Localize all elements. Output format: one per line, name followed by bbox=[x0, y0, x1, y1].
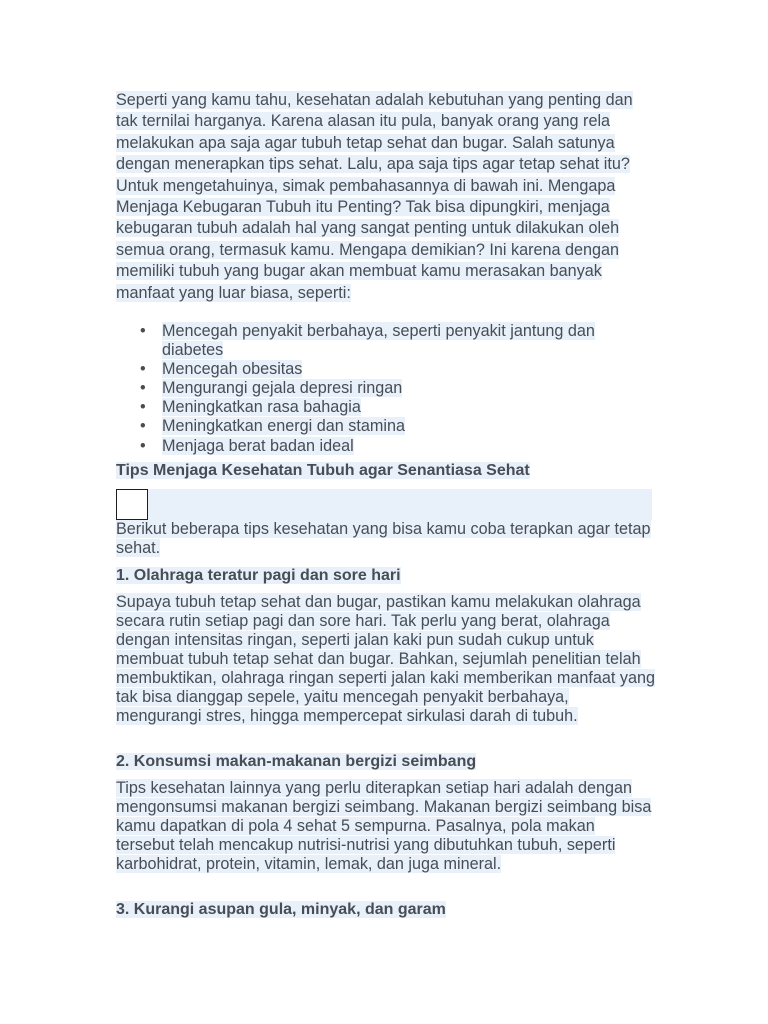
list-item bbox=[116, 379, 656, 398]
list-item bbox=[116, 322, 656, 360]
intro-paragraph bbox=[116, 90, 656, 304]
tip-2-body-text: Tips kesehatan lainnya yang perlu diterapkan setiap hari adalah dengan mengonsumsi makanan bergizi seimbang. Makanan bergizi seimbang bisa kamu dapatkan di pola 4 sehat 5 sempurna. Pasalnya, pola makan tersebut telah mencakup nutrisi-nutrisi yang dibutuhkan tubuh, seperti karbohidrat, protein, vitamin, lemak, dan juga mineral. bbox=[116, 779, 652, 873]
bullet-icon: • bbox=[140, 417, 146, 436]
bullet-icon: • bbox=[140, 436, 146, 455]
tip-1-heading bbox=[116, 566, 401, 586]
list-item bbox=[116, 398, 656, 417]
image-placeholder-row bbox=[116, 489, 652, 520]
intro-text: Seperti yang kamu tahu, kesehatan adalah kebutuhan yang penting dan tak ternilai harganya. Karena alasan itu pula, banyak orang yang rela melakukan apa saja agar tubuh tetap sehat dan bugar. Salah satunya dengan menerapkan tips sehat. Lalu, apa saja tips agar tetap sehat itu? Untuk mengetahuinya, simak pembahasannya di bawah ini. Mengapa Menjaga Kebugaran Tubuh itu Penting? Tak bisa dipungkiri, menjaga kebugaran tubuh adalah hal yang sangat penting untuk dilakukan oleh semua orang, termasuk kamu. Mengapa demikian? Ini karena dengan memiliki tubuh yang bugar akan membuat kamu merasakan banyak manfaat yang luar biasa, seperti: bbox=[116, 91, 633, 302]
section-intro-text: Berikut beberapa tips kesehatan yang bisa kamu coba terapkan agar tetap sehat. bbox=[116, 520, 651, 557]
bullet-icon: • bbox=[140, 322, 146, 340]
image-placeholder bbox=[116, 489, 148, 520]
list-item bbox=[116, 417, 656, 436]
list-item bbox=[116, 360, 656, 379]
bullet-icon: • bbox=[140, 379, 146, 398]
list-item-text: Meningkatkan energi dan stamina bbox=[162, 417, 405, 436]
tip-1-body-text: Supaya tubuh tetap sehat dan bugar, pastikan kamu melakukan olahraga secara rutin setiap pagi dan sore hari. Tak perlu yang berat, olahraga dengan intensitas ringan, seperti jalan kaki pun sudah cukup untuk membuat tubuh tetap sehat dan bugar. Bahkan, sejumlah penelitian telah membuktikan, olahraga ringan seperti jalan kaki memberikan manfaat yang tak bisa dianggap sepele, yaitu mencegah penyakit berbahaya, mengurangi stres, hingga mempercepat sirkulasi darah di tubuh. bbox=[116, 593, 655, 725]
tip-3-heading-text: 3. Kurangi asupan gula, minyak, dan garam bbox=[116, 901, 446, 918]
tip-2-heading-text: 2. Konsumsi makan-makanan bergizi seimbang bbox=[116, 753, 477, 770]
list-item-text: Mengurangi gejala depresi ringan bbox=[162, 379, 403, 398]
list-item-text: Mencegah obesitas bbox=[162, 360, 303, 379]
benefits-list bbox=[116, 322, 656, 456]
section-title bbox=[116, 461, 530, 481]
section-intro-paragraph bbox=[116, 520, 656, 558]
tip-1-paragraph bbox=[116, 593, 656, 726]
bullet-icon: • bbox=[140, 360, 146, 379]
tip-1-heading-text: 1. Olahraga teratur pagi dan sore hari bbox=[116, 567, 401, 584]
bullet-icon: • bbox=[140, 398, 146, 417]
list-item-text: Meningkatkan rasa bahagia bbox=[162, 398, 361, 417]
tip-2-paragraph bbox=[116, 779, 656, 874]
list-item-text: Mencegah penyakit berbahaya, seperti penyakit jantung dan diabetes bbox=[162, 322, 595, 360]
list-item bbox=[116, 437, 656, 456]
tip-3-heading bbox=[116, 900, 446, 920]
tip-2-heading bbox=[116, 752, 476, 772]
list-item-text: Menjaga berat badan ideal bbox=[162, 436, 354, 455]
section-title-text: Tips Menjaga Kesehatan Tubuh agar Senantiasa Sehat bbox=[116, 462, 530, 479]
